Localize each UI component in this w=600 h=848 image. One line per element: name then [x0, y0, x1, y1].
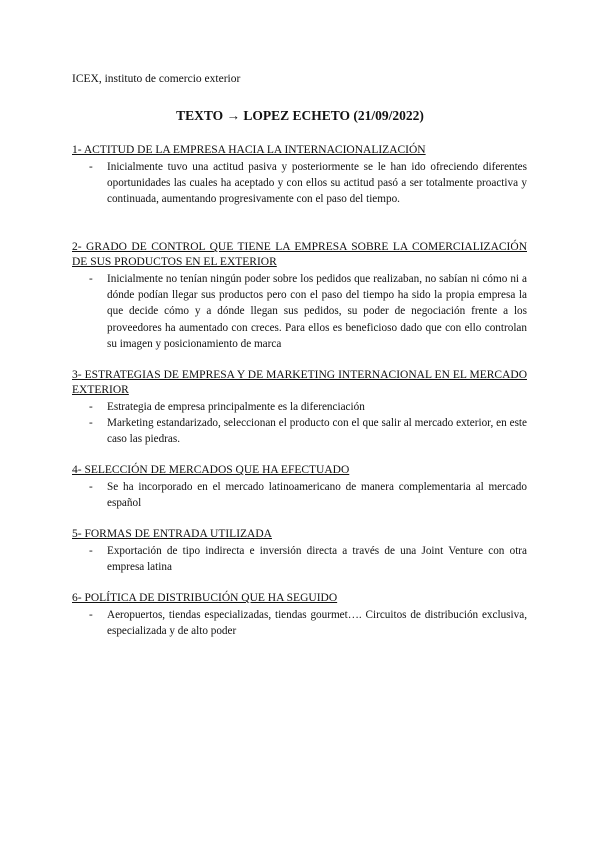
bullet-list	[72, 479, 527, 511]
section-heading: 6- POLÍTICA DE DISTRIBUCIÓN QUE HA SEGUIDO	[72, 592, 338, 604]
dash-bullet: -	[89, 481, 93, 493]
section-heading: 1- ACTITUD DE LA EMPRESA HACIA LA INTERNACIONALIZACIÓN	[72, 144, 426, 156]
list-item: - Inicialmente tuvo una actitud pasiva y posteriormente se le han ido ofreciendo diferentes oportunidades las cuales ha aceptado y con ellos su actitud pasó a ser totalmente proactiva y continuada, aumentando progresivamente con el paso del tiempo.	[89, 161, 527, 206]
bullet-list	[72, 271, 527, 352]
list-item: - Inicialmente no tenían ningún poder sobre los pedidos que realizaban, no sabían ni cómo ni a dónde podían llegar sus productos pero con el paso del tiempo ha sido la propia empresa la que decide cómo y a dónde llegan sus pedidos, su poder de negociación frente a los proveedores ha aumentado con creces. Para ellos es beneficioso dado que con ello controlan su imagen y posicionamiento de marca	[89, 273, 527, 350]
dash-bullet: -	[89, 161, 93, 173]
dash-bullet: -	[89, 401, 93, 413]
section-heading: 3- ESTRATEGIAS DE EMPRESA Y DE MARKETING INTERNACIONAL EN EL MERCADO EXTERIOR	[72, 369, 527, 396]
list-item: - Estrategia de empresa principalmente es la diferenciación	[72, 399, 527, 415]
section-heading: 4- SELECCIÓN DE MERCADOS QUE HA EFECTUADO	[72, 464, 350, 476]
bullet-list	[72, 399, 527, 448]
dash-bullet: -	[89, 545, 93, 557]
list-item: - Se ha incorporado en el mercado latinoamericano de manera complementaria al mercado español	[89, 481, 527, 510]
bullet-list	[72, 159, 527, 208]
section-3	[72, 368, 527, 448]
bullet-list	[72, 543, 527, 575]
section-heading: 5- FORMAS DE ENTRADA UTILIZADA	[72, 528, 272, 540]
section-6	[72, 591, 527, 639]
dash-bullet: -	[89, 609, 93, 621]
section-heading: 2- GRADO DE CONTROL QUE TIENE LA EMPRESA SOBRE LA COMERCIALIZACIÓN DE SUS PRODUCTOS EN EL EXTERIOR	[72, 241, 527, 268]
dash-bullet: -	[89, 417, 93, 430]
list-item: - Marketing estandarizado, seleccionan el producto con el que salir al mercado exterior, en este caso las piedras.	[89, 417, 527, 446]
section-4	[72, 463, 527, 511]
section-5	[72, 527, 527, 575]
dash-bullet: -	[89, 273, 93, 285]
section-1	[72, 143, 527, 208]
list-item: - Aeropuertos, tiendas especializadas, tiendas gourmet…. Circuitos de distribución exclusiva, especializada y de alto poder	[89, 609, 527, 638]
bullet-list	[72, 607, 527, 639]
organization-line: ICEX, instituto de comercio exterior	[72, 73, 241, 85]
document-title: TEXTO → LOPEZ ECHETO (21/09/2022)	[176, 108, 424, 123]
section-2	[72, 240, 527, 352]
list-item: - Exportación de tipo indirecta e inversión directa a través de una Joint Venture con otra empresa latina	[89, 545, 527, 574]
